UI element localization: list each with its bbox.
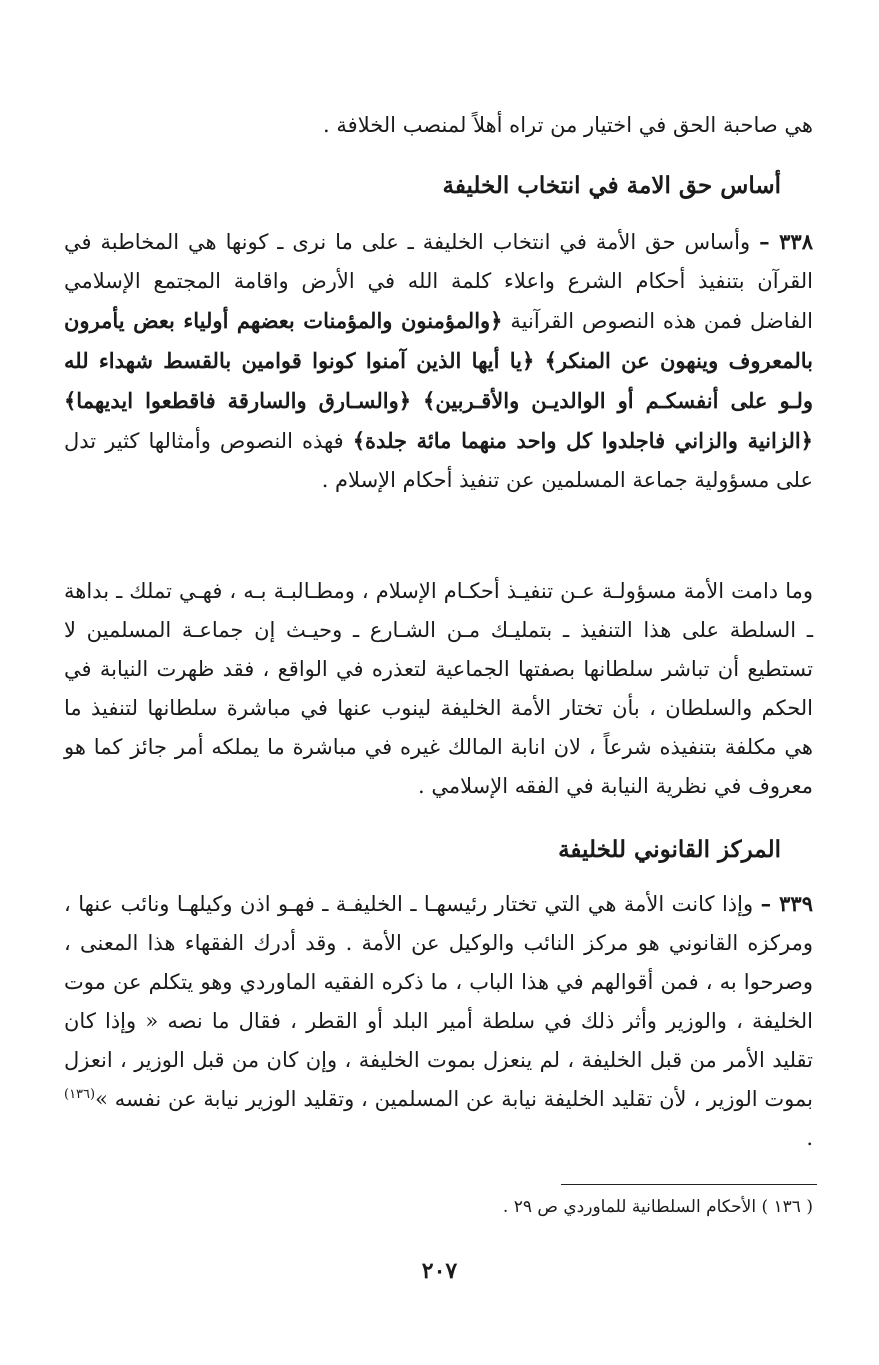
paragraph-sovereignty: وما دامت الأمة مسؤولـة عـن تنفيـذ أحكـام الإسلام ، ومطـالبـة بـه ، فهـي تملك ـ بداهة ـ السلطة على هذا التنفيذ ـ بتمليـك مـن الشـارع ـ وحيـث إن جماعـة المسلمين لا تستطيع أن تباشر سلطانها بصفتها الجماعية لتعذره في الواقع ، فقد ظهرت النيابة في الحكم والسلطان ، بأن تختار الأمة الخليفة لينوب عنها في مباشرة سلطانها لتنفيذ ما هي مكلفة بتنفيذه شرعاً ، لان انابة المالك غيره في مباشرة ما يملكه أمر جائز كما هو معروف في نظرية النيابة في الفقه الإسلامي .	[64, 579, 813, 798]
section-heading-legal-status: المركز القانوني للخليفة	[558, 836, 781, 863]
paragraph-number: ٣٣٩ –	[760, 891, 813, 916]
paragraph-text: وإذا كانت الأمة هي التي تختار رئيسهـا ـ الخليفـة ـ فهـو اذن وكيلهـا ونائب عنها ، ومركزه القانوني هو مركز النائب والوكيل عن الأمة . وقد أدرك الفقهاء هذا المعنى ، وصرحوا به ، فمن أقوالهم في هذا الباب ، ما ذكره الفقيه الماوردي وهو يتكلم عن موت الخليفة ، والوزير وأثر ذلك في سلطة أمير البلد أو القطر ، فقال ما نصه « وإذا كان تقليد الأمر من قبل الخليفة ، لم ينعزل بموت الخليفة ، وإن كان من قبل الوزير ، انعزل بموت الوزير ، لأن تقليد الخليفة نيابة عن المسلمين ، وتقليد الوزير نيابة عن نفسه »	[64, 892, 813, 1111]
paragraph-338	[64, 222, 813, 500]
footnote-divider	[561, 1184, 817, 1185]
paragraph-number: ٣٣٨ –	[759, 229, 813, 254]
section-heading-election-basis: أساس حق الامة في انتخاب الخليفة	[442, 172, 781, 199]
paragraph-339	[64, 884, 813, 1158]
quran-quotes: ﴿والمؤمنون والمؤمنات بعضهم أولياء بعض يأمرون بالمعروف وينهون عن المنكر﴾ ﴿يا أيها الذين آمنوا كونوا قوامين بالقسط شهداء لله ولـو على أنفسكـم أو الوالديـن والأقـربين﴾ ﴿والسـارق والسارقة فاقطعوا ايديهما﴾ ﴿الزانية والزاني فاجلدوا كل واحد منهما مائة جلدة﴾	[64, 308, 813, 453]
page-number: ٢٠٧	[421, 1258, 458, 1284]
intro-line: هي صاحبة الحق في اختيار من تراه أهلاً لمنصب الخلافة .	[323, 113, 813, 137]
footnote-reference: (١٣٦)	[64, 1087, 96, 1102]
footnote: ( ١٣٦ ) الأحكام السلطانية للماوردي ص ٢٩ .	[502, 1197, 813, 1217]
paragraph-text: وأساس حق الأمة في انتخاب الخليفة ـ على ما نرى ـ كونها هي المخاطبة في القرآن بتنفيذ أحكام الشرع واعلاء كلمة الله في الأرض واقامة المجتمع الإسلامي الفاضل فمن هذه النصوص القرآنية	[64, 230, 813, 333]
paragraph-end: .	[806, 1126, 813, 1150]
paragraph-text-continued: فهذه النصوص وأمثالها كثير تدل على مسؤولية جماعة المسلمين عن تنفيذ أحكام الإسلام .	[64, 429, 813, 492]
